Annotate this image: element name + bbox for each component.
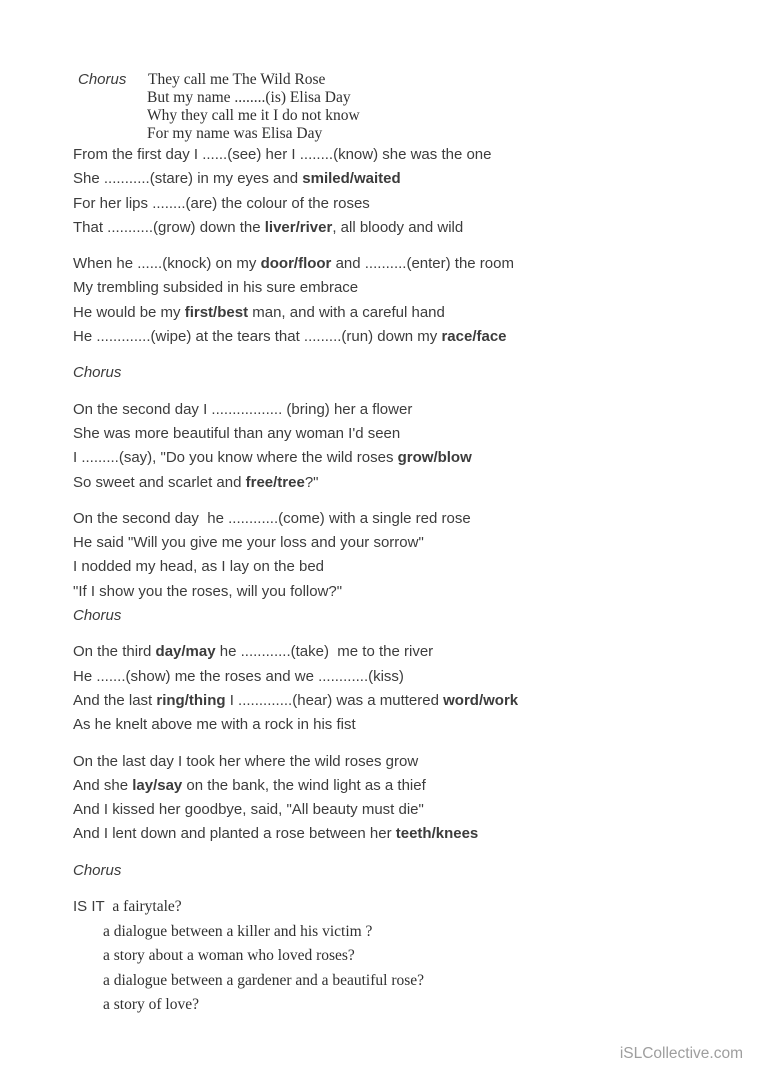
lyric-text: he ............(take) me to the river (215, 643, 434, 661)
lyric-line (73, 580, 726, 604)
lyric-text: and ..........(enter) the room (331, 255, 514, 273)
lyric-text: On the second day he ............(come) with a single red rose (73, 509, 471, 527)
chorus-marker-line (73, 604, 726, 628)
lyric-line (73, 252, 726, 276)
lyrics-exercise (73, 71, 726, 1018)
watermark: iSLCollective.com (619, 1045, 743, 1062)
lyric-line (73, 822, 726, 846)
serif-text: a fairytale? (104, 898, 182, 916)
serif-text: But my name ........(is) Elisa Day (147, 89, 351, 106)
lyric-text: From the first day I ......(see) her I ........(know) she was the one (73, 146, 492, 163)
lyric-text: On the second day I ................. (bring) her a flower (73, 400, 413, 418)
word-choice: day/may (155, 643, 216, 661)
lyric-text: On the third (73, 643, 156, 661)
lyric-line (73, 555, 726, 579)
chorus-label: Chorus (73, 364, 122, 382)
chorus-label: Chorus (73, 861, 122, 879)
word-choice: smiled/waited (302, 170, 401, 188)
word-choice: liver/river (264, 218, 333, 236)
question-line (73, 944, 726, 969)
lyric-text: He .............(wipe) at the tears that .........(run) down my (73, 328, 442, 346)
chorus-line (73, 107, 726, 125)
lyric-line (73, 167, 726, 191)
lyric-text: man, and with a careful hand (248, 303, 445, 321)
question-line (73, 969, 726, 994)
task-heading-line (73, 895, 726, 920)
lyric-line (73, 143, 726, 167)
lyric-line (73, 216, 726, 240)
serif-text: They call me The Wild Rose (148, 71, 326, 88)
serif-text: Why they call me it I do not know (147, 107, 360, 124)
lyric-text: So sweet and scarlet and (73, 473, 246, 491)
word-choice: first/best (184, 303, 249, 321)
question-line (73, 920, 726, 945)
lyric-line (73, 422, 726, 446)
question-line (73, 993, 726, 1018)
chorus-label: Chorus (73, 607, 122, 625)
serif-text: a story of love? (103, 996, 199, 1014)
lyric-text: On the last day I took her where the wild roses grow (73, 752, 419, 770)
lyric-text: And I lent down and planted a rose between her (73, 825, 396, 843)
lyric-line (73, 774, 726, 798)
lyric-text: She ...........(stare) in my eyes and (73, 170, 303, 188)
lyric-text: I nodded my head, as I lay on the bed (73, 558, 325, 576)
lyric-line (73, 798, 726, 822)
lyric-line (73, 665, 726, 689)
serif-text: a dialogue between a gardener and a beautiful rose? (103, 971, 425, 989)
chorus-heading-line (73, 71, 726, 89)
lyric-text: And the last (73, 691, 157, 709)
lyric-line (73, 471, 726, 495)
lyric-line (73, 276, 726, 300)
word-choice: word/work (443, 691, 519, 709)
lyric-line (73, 531, 726, 555)
serif-text: For my name was Elisa Day (147, 125, 323, 142)
chorus-marker-line (73, 361, 726, 385)
lyric-text: And I kissed her goodbye, said, "All beauty must die" (73, 801, 424, 819)
lyric-line (73, 640, 726, 664)
serif-text: a dialogue between a killer and his victim ? (103, 922, 373, 940)
lyric-text: He would be my (73, 303, 185, 321)
word-choice: door/floor (260, 255, 332, 273)
lyric-text: That ...........(grow) down the (73, 218, 265, 236)
word-choice: race/face (441, 328, 507, 346)
word-choice: free/tree (245, 473, 305, 491)
lyric-line (73, 446, 726, 470)
lyric-line (73, 713, 726, 737)
chorus-marker-line (73, 859, 726, 883)
word-choice: grow/blow (397, 449, 472, 467)
word-choice: lay/say (132, 776, 183, 794)
lyric-text: , all bloody and wild (332, 218, 464, 236)
lyric-text: And she (73, 776, 133, 794)
lyric-text: For her lips ........(are) the colour of the roses (73, 194, 370, 212)
lyric-line (73, 325, 726, 349)
lyric-line (73, 689, 726, 713)
word-choice: ring/thing (156, 691, 226, 709)
lyric-text: ?" (304, 473, 319, 491)
lyric-text: on the bank, the wind light as a thief (182, 776, 426, 794)
chorus-line (73, 89, 726, 107)
lyric-text: As he knelt above me with a rock in his fist (73, 716, 356, 734)
lyric-text: "If I show you the roses, will you follow?" (73, 582, 343, 600)
word-choice: teeth/knees (395, 825, 479, 843)
lyric-text: I .............(hear) was a muttered (225, 691, 444, 709)
lyric-text: He said "Will you give me your loss and your sorrow" (73, 534, 424, 552)
lyric-line (73, 301, 726, 325)
chorus-line (73, 125, 726, 143)
lyric-text: She was more beautiful than any woman I'd seen (73, 424, 401, 442)
lyric-text: My trembling subsided in his sure embrace (73, 279, 359, 297)
lyric-text: I .........(say), "Do you know where the wild roses (73, 449, 398, 467)
lyric-line (73, 750, 726, 774)
lyric-text: He .......(show) me the roses and we ............(kiss) (73, 667, 404, 685)
lyric-line (73, 398, 726, 422)
lyric-line (73, 507, 726, 531)
sans-text: IS IT (73, 898, 105, 916)
serif-text: a story about a woman who loved roses? (103, 947, 355, 965)
chorus-label: Chorus (78, 71, 127, 88)
lyric-line (73, 192, 726, 216)
lyric-text: When he ......(knock) on my (73, 255, 261, 273)
